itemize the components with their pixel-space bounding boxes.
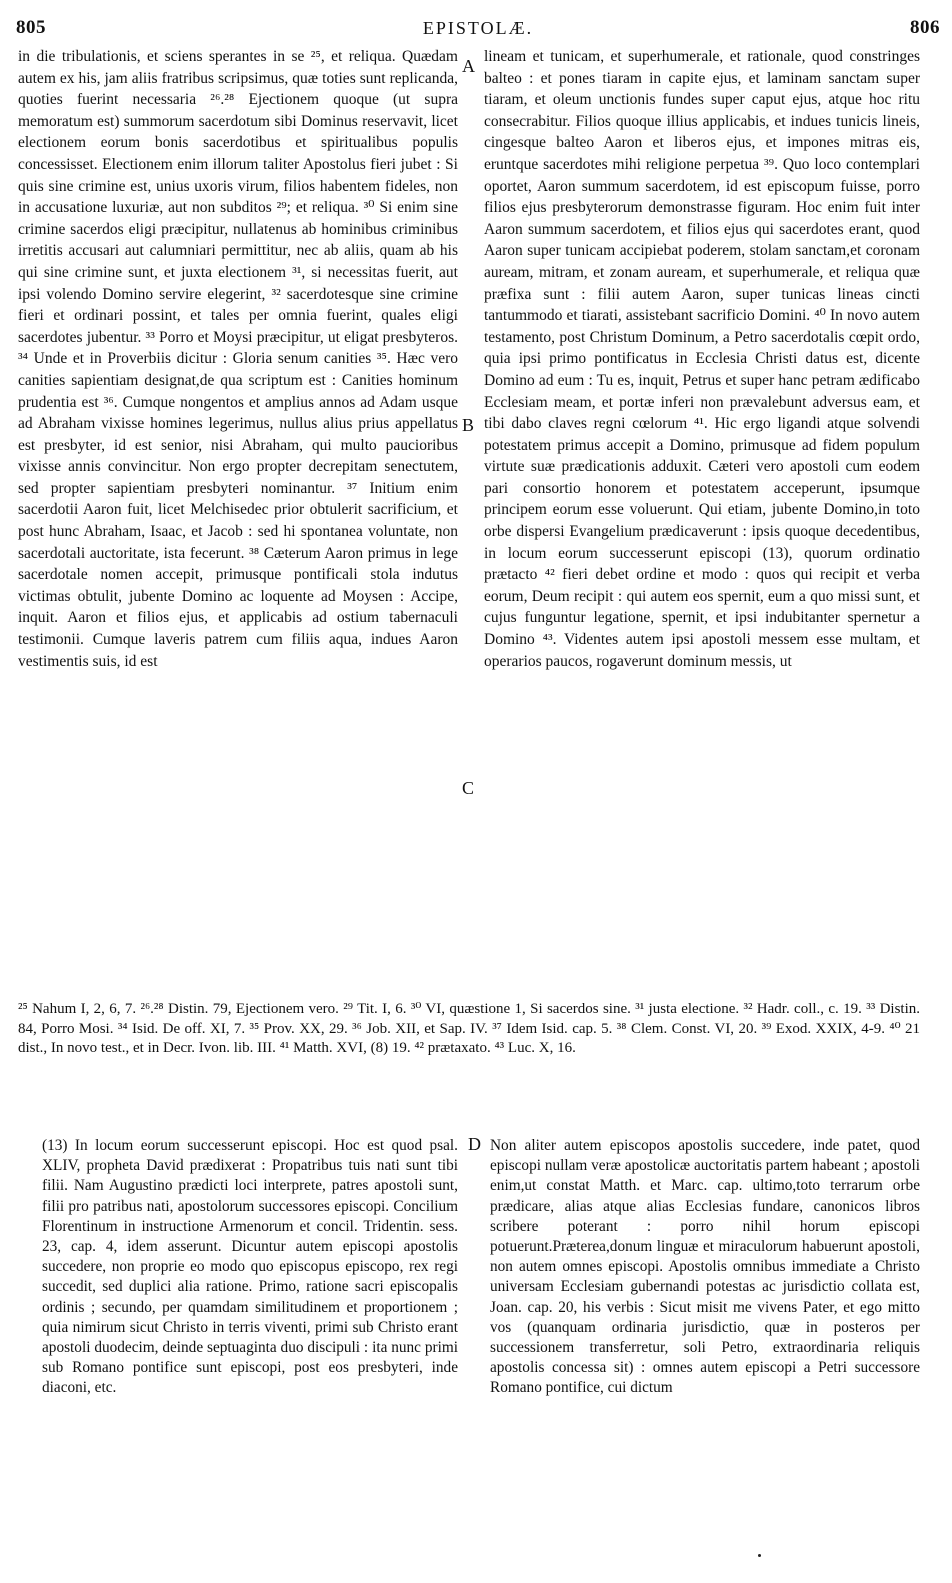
- stray-dot: [758, 1554, 761, 1557]
- page-header: [16, 14, 940, 42]
- main-text-right: lineam et tunicam, et superhumerale, et rationale, quod constringes balteo : et pones tiaram in capite ejus, et laminam sanctam super tiaram, et oleum unctionis fundes super caput ejus, atque hoc ritu consecrabitur. Filios quoque illius applicabis, et indues tunicis lineis, cingesque balteo Aaron et liberos ejus, et impones mitras eis, eruntque sacerdotes mihi religione perpetua ³⁹. Quo loco contemplari oportet, Aaron summum sacerdotem, id est episcopum fuisse, porro filios ejus presbyterorum demonstrasse figuram. Hoc enim fuit inter Aaron summum sacerdotem, et filios ejus qui sacerdotes erant, quod Aaron super tunicam accipiebat poderem, stolam sanctam,et coronam auream, mitram, et zonam auream, et superhumerale, et reliqua quæ præfixa sunt : filii autem Aaron, super tunicas lineas cincti tantummodo et tiarati, assistebant sacrificio Domini. ⁴⁰ In novo autem testamento, post Christum Dominum, a Petro sacerdotalis cœpit ordo, quia ipsi primo pontificatus in Ecclesia Christi datus est, dicente Domino ad eum : Tu es, inquit, Petrus et super hanc petram ædificabo Ecclesiam meam, et portæ inferi non prævalebunt adversus eam, et tibi dabo claves regni cœlorum ⁴¹. Hic ergo ligandi atque solvendi potestatem primus accepit a Domino, primusque ad fidem populum virtute suæ prædicationis adduxit. Cæteri vero apostoli cum eodem pari consortio honorem et potestatem acceperunt, ipsumque principem eorum esse voluerunt. Qui etiam, jubente Domino,in toto orbe dispersi Evangelium prædicaverunt : ipsis quoque decedentibus, in locum eorum successerunt episcopi (13), quorum ordinatio prætacto ⁴² fieri debet ordine et modo : quos qui recipit et verba eorum, Deum recipit : qui autem eos spernit, eum a quo missi sunt, et cujus funguntur legatione, spernit, et ipsi indubitanter spernetur a Domino ⁴³. Videntes autem ipsi apostoli messem esse multam, et operarios paucos, rogaverunt dominum messis, ut: [484, 48, 920, 670]
- main-text-left: in die tribulationis, et sciens sperantes in se ²⁵, et reliqua. Quædam autem ex his, jam aliis fratribus scripsimus, quæ toties sunt replicanda, quoties fuerint necessaria ²⁶.²⁸ Ejectionem quoque (ut supra memoratum est) summorum sacerdotum sibi Dominus reservavit, licet electionem eorum bonis sacerdotibus et spiritualibus populis concessisset. Electionem enim illorum taliter Apostolus fieri jubet : Si quis sine crimine est, unius uxoris virum, filios habentem fideles, non in accusatione luxuriæ, aut non subditos ²⁹; et reliqua. ³⁰ Si enim sine crimine sacerdos eligi præcipitur, nullatenus ab hominibus criminibus irretitis accusari aut calumniari permittitur, nec ab aliis, quam ab his qui sine crimine sunt, et juxta electionem ³¹, si necessitas fuerit, aut ipsi volendo Domino servire elegerint, ³² sacerdotesque sine crimine fieri et ordinari possint, et tales per omnia fuerint, quales eligi sacerdotes jubentur. ³³ Porro et Moysi præcipitur, ut eligat presbyteros. ³⁴ Unde et in Proverbiis dicitur : Gloria senum canities ³⁵. Hæc vero canities sapientiam designat,de qua scriptum est : Canities hominum prudentia est ³⁶. Cumque nongentos et amplius annos ad Adam usque ad Abraham vixisse homines legerimus, nullus alius prius appellatus est presbyter, id est senior, nisi Abraham, qui multo paucioribus vixisse annis convincitur. Non ergo propter decrepitam senectutem, sed propter sapientiam presbyteri nominantur. ³⁷ Initium enim sacerdotii Aaron fuit, licet Melchisedec prior obtulerit sacrificium, et post hunc Abraham, Isaac, et Jacob : sed hi spontanea voluntate, non sacerdotali auctoritate, ista fecerunt. ³⁸ Cæterum Aaron primus in lege sacerdotale nomen accepit, primusque pontificali stola indutus victimas obtulit, jubente Domino ac loquente ad Moysen : Accipe, inquit. Aaron et filios ejus, et applicabis ad ostium tabernaculi testimonii. Cumque laveris patrem cum filiis aqua, indues Aaron vestimentis suis, id est: [18, 48, 458, 670]
- running-title: EPISTOLÆ.: [422, 17, 534, 38]
- main-text-right-column: [484, 46, 920, 672]
- page-number-right: 806: [910, 17, 940, 38]
- note-text-left: (13) In locum eorum successerunt episcopi. Hoc est quod psal. XLIV, propheta David prædixerat : Propatribus tuis nati sunt tibi filii. Nam Augustino prædicti loci interprete, patres apostoli sunt, filii pro patribus nati, apostolorum successores episcopi. Concilium Florentinum in instructione Armenorum et concil. Tridentin. sess. 23, cap. 4, idem asserunt. Dicuntur autem episcopi apostolis succedere, non proprie eo modo quo episcopus episcopo, rex regi succedit, sed duplici alia ratione. Primo, ratione sacri episcopalis ordinis ; secundo, per quamdam similitudinem et proportionem ; quia nimirum sicut Christo in terris viventi, primi sub Christo erant apostoli duodecim, deinde septuaginta duo discipuli : ita nunc primi sub Romano pontifice sunt episcopi, post eos presbyteri, inde diaconi, etc.: [42, 1137, 458, 1397]
- note-text-right: Non aliter autem episcopos apostolis succedere, inde patet, quod episcopi nullam veræ apostolicæ auctoritatis partem habeant ; apostoli enim,ut constat Matth. et Marc. cap. ultimo,toto terrarum orbe prædicare, alias atque alias Ecclesias fundare, canonicos libros scribere poterant : porro nihil horum episcopi potuerunt.Præterea,donum linguæ et miraculorum habuerunt apostoli, non autem omnes episcopi. Apostolis omnibus immediate a Christo universam Ecclesiam gubernandi potestas ac jurisdictio collata est, Joan. cap. 20, his verbis : Sicut misit me vivens Pater, et ego mitto vos (quanquam ordinaria jurisdictio, quæ in posteros per successionem transferretur, soli Petro, extraordinaria reliquis apostolis concessa sit) : omnes autem episcopi a Petri successore Romano pontifice, cui dictum: [490, 1137, 920, 1397]
- margin-letter-a: A: [462, 56, 475, 76]
- footnote-text: ²⁵ Nahum I, 2, 6, 7. ²⁶.²⁸ Distin. 79, Ejectionem vero. ²⁹ Tit. I, 6. ³⁰ VI, quæstione 1, Si sacerdos sine. ³¹ justa electione. ³² Hadr. coll., c. 19. ³³ Distin. 84, Porro Mosi. ³⁴ Isid. De off. XI, 7. ³⁵ Prov. XX, 29. ³⁶ Job. XII, et Sap. IV. ³⁷ Idem Isid. cap. 5. ³⁸ Clem. Const. VI, 20. ³⁹ Exod. XXIX, 4-9. ⁴⁰ 21 dist., In novo test., et in Decr. Ivon. lib. III. ⁴¹ Matth. XVI, (8) 19. ⁴² prætaxato. ⁴³ Luc. X, 16.: [18, 1001, 920, 1056]
- reference-footnotes: [18, 1000, 920, 1059]
- margin-letter-c: C: [462, 778, 475, 798]
- margin-letter-b: B: [462, 415, 475, 435]
- commentary-note-left: [42, 1136, 458, 1399]
- page-number-left: 805: [16, 17, 46, 38]
- margin-letter-d: D: [468, 1134, 481, 1154]
- main-text-left-column: [18, 46, 458, 672]
- commentary-note-right: [490, 1136, 920, 1399]
